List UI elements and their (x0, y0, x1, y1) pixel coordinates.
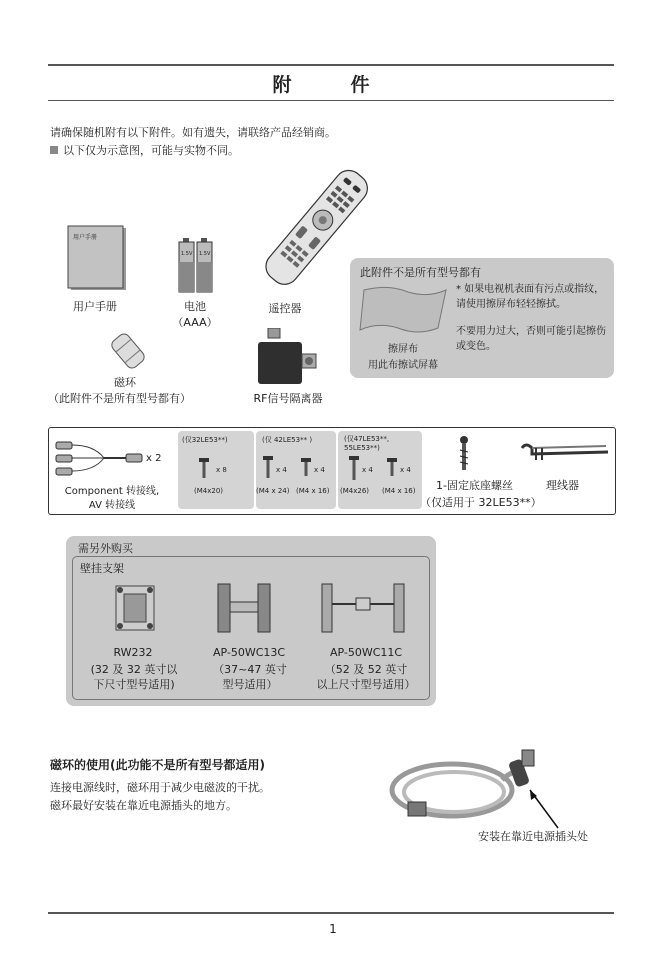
screw-icon (300, 458, 312, 478)
bracket-desc: （52 及 52 英寸 (324, 663, 408, 676)
purchase-title: 需另外购买 (78, 542, 133, 555)
rf-isolator-label: RF信号隔离器 (253, 392, 323, 405)
rw232-bracket-image (110, 580, 160, 636)
cloth-note-1: * 如果电视机表面有污点或指纹，请使用擦屏布轻轻擦拭。 (456, 284, 605, 310)
ferrite-usage-line-2: 磁环最好安装在靠近电源插头的地方。 (50, 799, 237, 812)
bracket-model: AP-50WC13C (212, 646, 286, 659)
cloth-label: 擦屏布 (388, 344, 418, 355)
ferrite-callout: 安装在靠近电源插头处 (478, 830, 588, 843)
bracket-desc: （37~47 英寸 (213, 663, 287, 676)
cloth-box-title: 此附件不是所有型号都有 (360, 266, 481, 279)
ferrite-label: 磁环 (114, 376, 136, 389)
page-number: 1 (329, 922, 337, 936)
cable-holder-icon (516, 440, 612, 466)
screw-icon (386, 458, 398, 478)
cable-holder-label: 理线器 (546, 479, 579, 492)
battery-sub: （AAA） (172, 316, 218, 329)
screw-size: (M4 x 24) (256, 487, 290, 495)
screw-panel-header: (仅 42LE53** ) (262, 436, 313, 444)
screw-qty: x 8 (216, 466, 227, 474)
intro-note: 以下仅为示意图，可能与实物不同。 (63, 144, 239, 157)
battery-label: 电池 (184, 300, 206, 313)
screw-size: (M4x26) (340, 487, 370, 495)
remote-label: 遥控器 (268, 302, 302, 315)
screw-panel-header: (仅47LE53**, 55LE53**) (344, 435, 390, 452)
ferrite-sub: （此附件不是所有型号都有） (48, 392, 191, 405)
screw-qty: x 4 (276, 466, 287, 474)
cloth-sub: 用此布擦试屏幕 (368, 360, 438, 371)
screw-icon (348, 456, 360, 482)
stand-screw-label: 1-固定底座螺丝 (436, 479, 513, 492)
bracket-model: AP-50WC11C (329, 646, 403, 659)
battery-image (178, 238, 218, 294)
component-cable-image (54, 438, 154, 488)
cable-label: Component 转接线, (64, 486, 160, 497)
cloth-note-2: 不要用力过大，否则可能引起擦伤或变色。 (456, 326, 606, 352)
title-rule-bottom (48, 100, 614, 101)
screw-panel-header: (仅32LE53**) (182, 436, 228, 444)
screw-size: (M4 x 16) (296, 487, 330, 495)
ap50wc13c-bracket-image (214, 580, 274, 636)
bracket-desc: (32 及 32 英寸以 (90, 663, 178, 676)
screw-qty: x 4 (314, 466, 325, 474)
cleaning-cloth-image (358, 284, 450, 336)
screw-qty: x 4 (400, 466, 411, 474)
bracket-desc: 以上尺寸型号适用） (316, 678, 416, 691)
stand-screw-sub: （仅适用于 32LE53**） (420, 496, 542, 509)
ferrite-core-image (108, 330, 148, 372)
battery-voltage: 1.5V (181, 251, 193, 257)
title-rule-top (48, 64, 614, 66)
rf-isolator-image (254, 328, 324, 388)
square-bullet-icon (50, 146, 58, 154)
intro-text: 请确保随机附有以下附件。如有遗失，请联络产品经销商。 (50, 126, 336, 139)
screw-qty: x 4 (362, 466, 373, 474)
cable-count: x 2 (146, 453, 162, 464)
manual-label: 用户手册 (73, 300, 117, 313)
wall-mount-subtitle: 壁挂支架 (80, 562, 124, 575)
bracket-desc: 型号适用） (222, 678, 278, 691)
stand-screw-icon (456, 436, 472, 474)
screw-icon (198, 458, 210, 480)
manual-cover-text: 用户手册 (73, 234, 98, 241)
page-title: 附 件 (272, 74, 390, 96)
screw-size: (M4 x 16) (382, 487, 416, 495)
ap50wc11c-bracket-image (318, 580, 408, 636)
screw-size: (M4x20) (194, 487, 224, 495)
ferrite-usage-heading: 磁环的使用(此功能不是所有型号都适用) (50, 758, 265, 772)
power-cord-ferrite-image (382, 740, 582, 840)
bracket-desc: 下尺寸型号适用) (93, 678, 175, 691)
cable-label-2: AV 转接线 (88, 500, 136, 511)
battery-voltage-2: 1.5V (199, 251, 211, 257)
ferrite-usage-line-1: 连接电源线时，磁环用于减少电磁波的干扰。 (50, 781, 270, 794)
bracket-model: RW232 (113, 646, 153, 659)
footer-rule (48, 912, 614, 914)
screw-icon (262, 456, 274, 480)
